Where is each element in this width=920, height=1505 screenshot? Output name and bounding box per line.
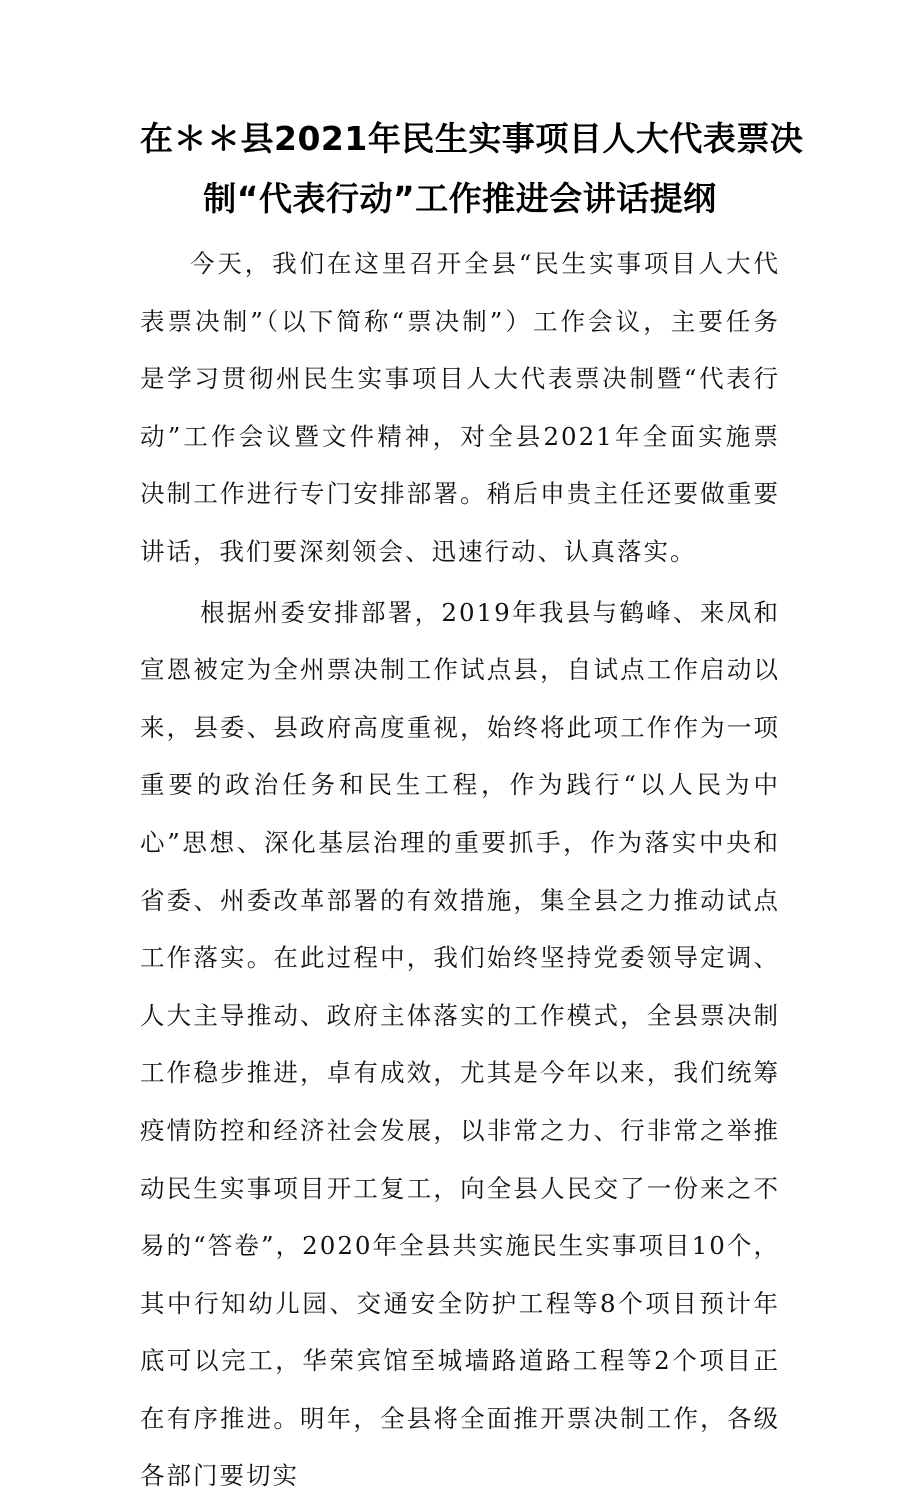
document-title-line-2: 制“代表行动”工作推进会讲话提纲 — [203, 179, 717, 218]
paragraph-opening: 今天，我们在这里召开全县“民生实事项目人大代表票决制”（以下简称“票决制”）工作会议，主要任务是学习贯彻州民生实事项目人大代表票决制暨“代表行动”工作会议暨文件精神，对全县2021年全面实施票决制工作进行专门安排部署。稍后申贵主任还要做重要讲话，我们要深刻领会、迅速行动、认真落实。 — [140, 249, 780, 566]
document-title-line-1: 在＊＊县2021年民生实事项目人大代表票决 — [140, 119, 804, 158]
paragraph-background: 根据州委安排部署，2019年我县与鹤峰、来凤和宣恩被定为全州票决制工作试点县，自试点工作启动以来，县委、县政府高度重视，始终将此项工作作为一项重要的政治任务和民生工程，作为践行“以人民为中心”思想、深化基层治理的重要抓手，作为落实中央和省委、州委改革部署的有效措施，集全县之力推动试点工作落实。在此过程中，我们始终坚持党委领导定调、人大主导推动、政府主体落实的工作模式，全县票决制工作稳步推进，卓有成效，尤其是今年以来，我们统筹疫情防控和经济社会发展，以非常之力、行非常之举推动民生实事项目开工复工，向全县人民交了一份来之不易的“答卷”，2020年全县共实施民生实事项目10个，其中行知幼儿园、交通安全防护工程等8个项目预计年底可以完工，华荣宾馆至城墙路道路工程等2个项目正在有序推进。明年，全县将全面推开票决制工作，各级各部门要切实 — [140, 597, 780, 1491]
document-body — [140, 235, 780, 1505]
